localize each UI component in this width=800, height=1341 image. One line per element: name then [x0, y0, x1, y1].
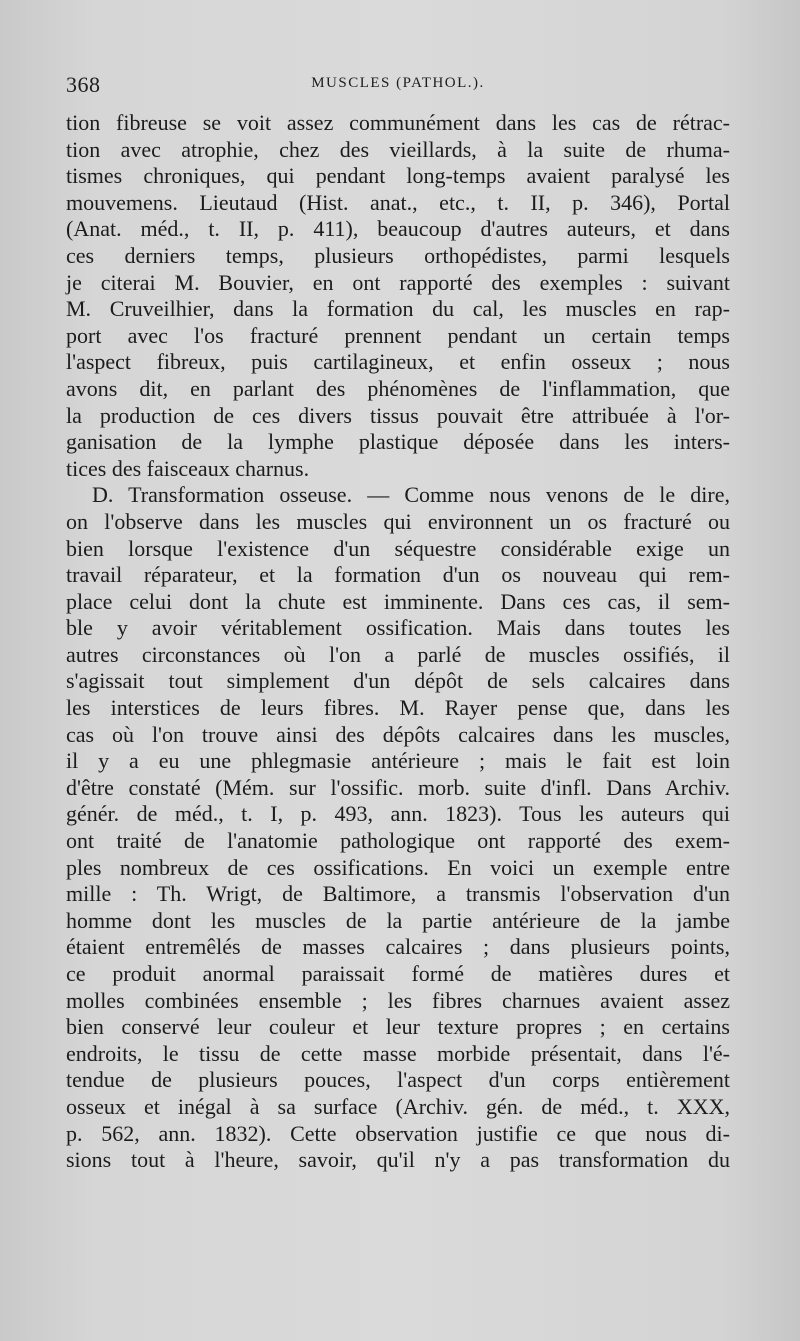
text-line: place celui dont la chute est imminente. Dans ces cas, il sem-	[66, 588, 730, 614]
text-line: ces derniers temps, plusieurs orthopédistes, parmi lesquels	[66, 242, 730, 268]
section-d-heading-line: D. Transformation osseuse. — Comme nous venons de le dire,	[92, 482, 730, 508]
text-line: je citerai M. Bouvier, en ont rapporté des exemples : suivant	[66, 269, 730, 295]
text-line: molles combinées ensemble ; les fibres charnues avaient assez	[66, 987, 730, 1013]
text-line: tismes chroniques, qui pendant long-temps avaient paralysé les	[66, 163, 730, 189]
text-line: port avec l'os fracturé prennent pendant un certain temps	[66, 322, 730, 348]
text-line: il y a eu une phlegmasie antérieure ; mais le fait est loin	[66, 748, 730, 774]
text-line: tion avec atrophie, chez des vieillards, à la suite de rhuma-	[66, 136, 730, 162]
text-line: autres circonstances où l'on a parlé de muscles ossifiés, il	[66, 641, 730, 667]
text-line: bien conservé leur couleur et leur texture propres ; en certains	[66, 1014, 730, 1040]
text-line: ples nombreux de ces ossifications. En voici un exemple entre	[66, 854, 730, 880]
text-line: mouvemens. Lieutaud (Hist. anat., etc., t. II, p. 346), Portal	[66, 189, 730, 215]
text-line: génér. de méd., t. I, p. 493, ann. 1823). Tous les auteurs qui	[66, 801, 730, 827]
text-line: bien lorsque l'existence d'un séquestre considérable exige un	[66, 535, 730, 561]
text-line: osseux et inégal à sa surface (Archiv. gén. de méd., t. XXX,	[66, 1093, 730, 1119]
text-line: tion fibreuse se voit assez communément dans les cas de rétrac-	[66, 110, 730, 135]
text-line: p. 562, ann. 1832). Cette observation justifie ce que nous di-	[66, 1120, 730, 1146]
body-text	[66, 110, 730, 1174]
running-head: MUSCLES (PATHOL.).	[311, 75, 485, 91]
text-line: d'être constaté (Mém. sur l'ossific. morb. suite d'infl. Dans Archiv.	[66, 774, 730, 800]
text-line: travail réparateur, et la formation d'un os nouveau qui rem-	[66, 562, 730, 588]
text-line: sions tout à l'heure, savoir, qu'il n'y a pas transformation du	[66, 1147, 730, 1173]
text-line: ce produit anormal paraissait formé de matières dures et	[66, 961, 730, 986]
text-line: les interstices de leurs fibres. M. Rayer pense que, dans les	[66, 695, 730, 721]
text-line: l'aspect fibreux, puis cartilagineux, et enfin osseux ; nous	[66, 349, 730, 375]
text-line: on l'observe dans les muscles qui environnent un os fracturé ou	[66, 508, 730, 534]
text-line: tendue de plusieurs pouces, l'aspect d'un corps entièrement	[66, 1067, 730, 1093]
text-line: ont traité de l'anatomie pathologique ont rapporté des exem-	[66, 828, 730, 854]
text-line: s'agissait tout simplement d'un dépôt de sels calcaires dans	[66, 668, 730, 694]
page-number: 368	[66, 72, 101, 97]
text-line: avons dit, en parlant des phénomènes de l'inflammation, que	[66, 375, 730, 401]
text-line: endroits, le tissu de cette masse morbide présentait, dans l'é-	[66, 1040, 730, 1066]
text-line: homme dont les muscles de la partie antérieure de la jambe	[66, 907, 730, 933]
text-line: cas où l'on trouve ainsi des dépôts calcaires dans les muscles,	[66, 721, 730, 747]
paragraph-end-line: tices des faisceaux charnus.	[66, 455, 310, 481]
text-line: mille : Th. Wrigt, de Baltimore, a transmis l'observation d'un	[66, 881, 730, 907]
text-line: ble y avoir véritablement ossification. Mais dans toutes les	[66, 615, 730, 641]
text-line: M. Cruveilhier, dans la formation du cal, les muscles en rap-	[66, 296, 730, 322]
text-line: la production de ces divers tissus pouvait être attribuée à l'or-	[66, 402, 730, 428]
text-line: (Anat. méd., t. II, p. 411), beaucoup d'autres auteurs, et dans	[66, 216, 730, 242]
text-line: étaient entremêlés de masses calcaires ; dans plusieurs points,	[66, 934, 730, 960]
text-line: ganisation de la lymphe plastique déposée dans les inters-	[66, 429, 730, 455]
page-header	[66, 72, 730, 102]
